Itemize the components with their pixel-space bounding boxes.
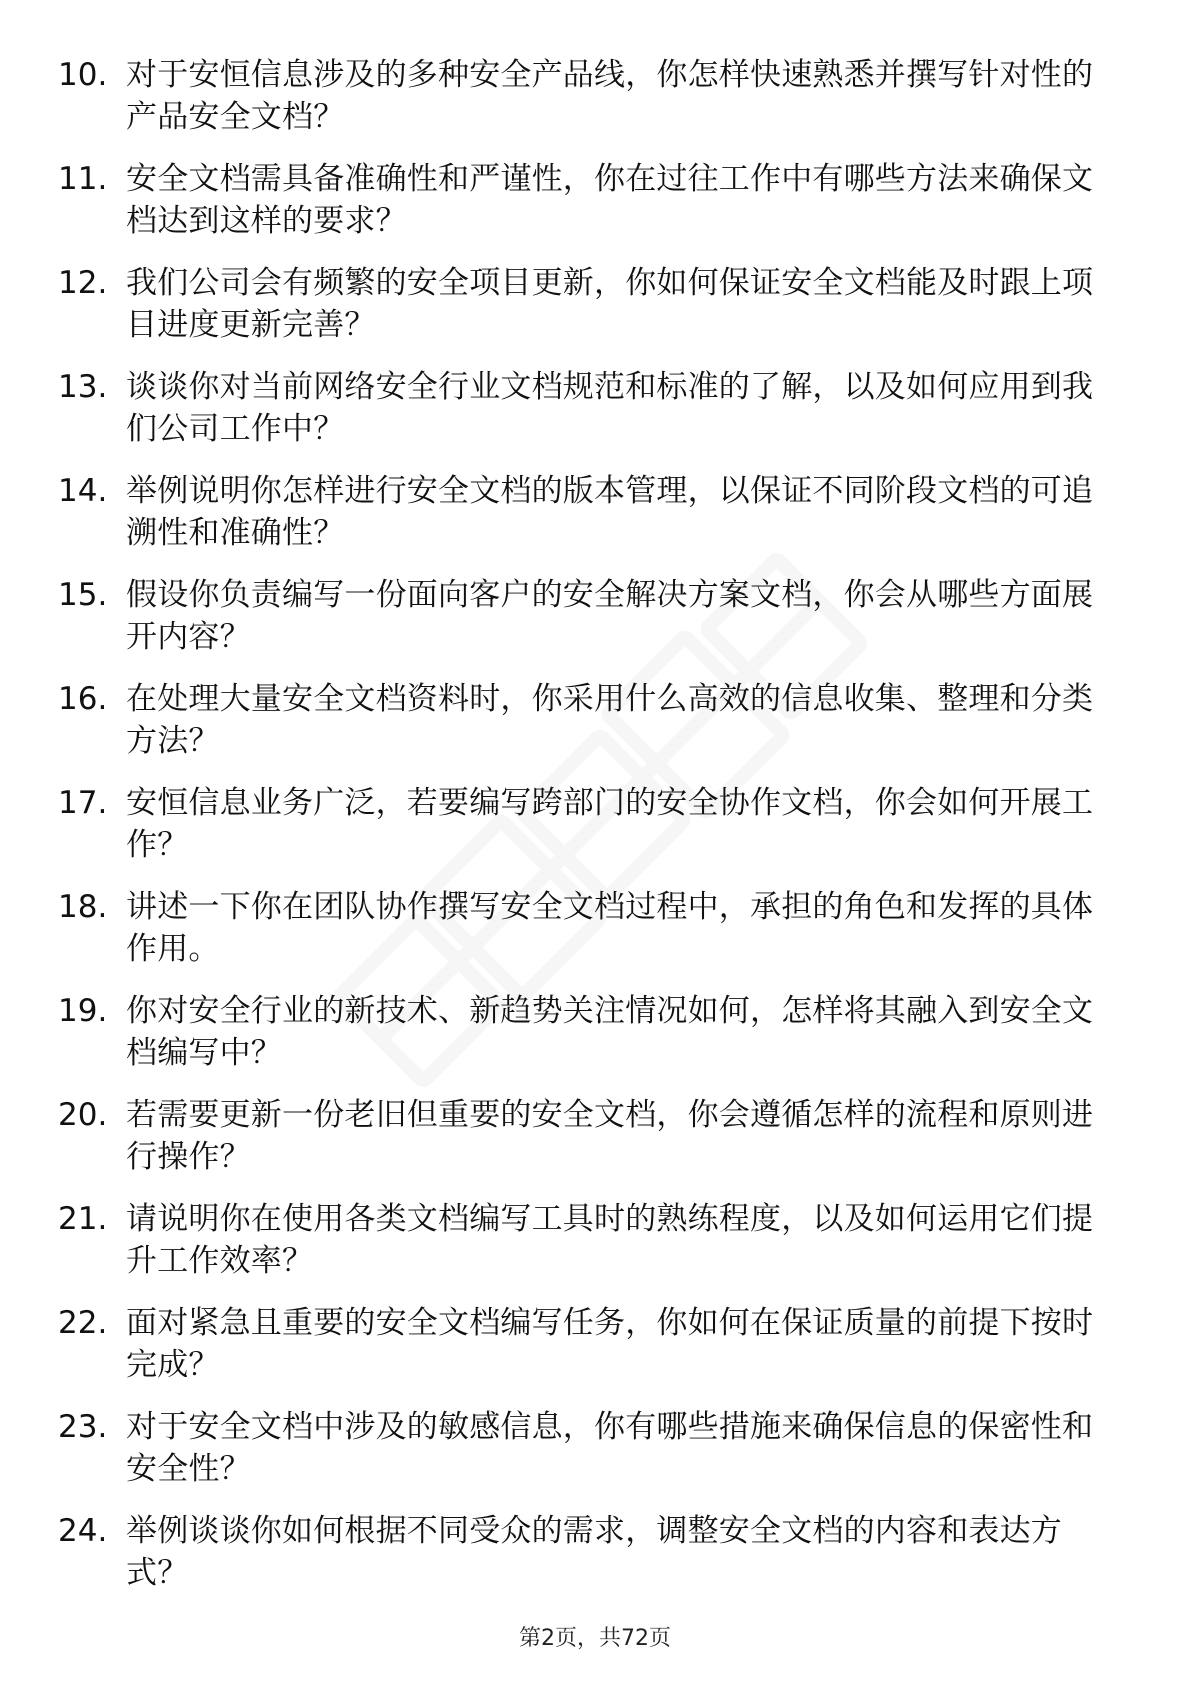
question-text: 面对紧急且重要的安全文档编写任务，你如何在保证质量的前提下按时完成？	[126, 1305, 1094, 1383]
question-text: 在处理大量安全文档资料时，你采用什么高效的信息收集、整理和分类方法？	[126, 681, 1094, 759]
question-item	[58, 366, 1118, 470]
question-item	[58, 1302, 1118, 1406]
page-footer: 第2页，共72页	[519, 1626, 671, 1651]
question-item	[58, 678, 1118, 782]
question-number: 23.	[58, 1409, 108, 1445]
question-item	[58, 574, 1118, 678]
question-text: 若需要更新一份老旧但重要的安全文档，你会遵循怎样的流程和原则进行操作？	[126, 1097, 1094, 1175]
question-item	[58, 990, 1118, 1094]
question-text: 举例说明你怎样进行安全文档的版本管理，以保证不同阶段文档的可追溯性和准确性？	[126, 473, 1094, 551]
question-number: 11.	[58, 161, 108, 197]
question-number: 10.	[58, 57, 108, 93]
question-number: 19.	[58, 993, 108, 1029]
question-text: 请说明你在使用各类文档编写工具时的熟练程度，以及如何运用它们提升工作效率？	[126, 1201, 1094, 1279]
question-item	[58, 1510, 1118, 1614]
question-text: 我们公司会有频繁的安全项目更新，你如何保证安全文档能及时跟上项目进度更新完善？	[126, 265, 1094, 343]
question-item	[58, 470, 1118, 574]
question-number: 22.	[58, 1305, 108, 1341]
question-text: 假设你负责编写一份面向客户的安全解决方案文档，你会从哪些方面展开内容？	[126, 577, 1094, 655]
question-item	[58, 262, 1118, 366]
question-number: 16.	[58, 681, 108, 717]
question-text: 谈谈你对当前网络安全行业文档规范和标准的了解，以及如何应用到我们公司工作中？	[126, 369, 1094, 447]
question-number: 24.	[58, 1513, 108, 1549]
question-number: 14.	[58, 473, 108, 509]
question-text: 举例谈谈你如何根据不同受众的需求，调整安全文档的内容和表达方式？	[126, 1513, 1062, 1591]
question-item	[58, 886, 1118, 990]
question-item	[58, 1198, 1118, 1302]
question-item	[58, 782, 1118, 886]
question-text: 安恒信息业务广泛，若要编写跨部门的安全协作文档，你会如何开展工作？	[126, 785, 1094, 863]
question-list	[58, 54, 1118, 1614]
question-text: 你对安全行业的新技术、新趋势关注情况如何，怎样将其融入到安全文档编写中？	[126, 993, 1094, 1071]
question-number: 15.	[58, 577, 108, 613]
question-item	[58, 158, 1118, 262]
question-number: 12.	[58, 265, 108, 301]
question-text: 安全文档需具备准确性和严谨性，你在过往工作中有哪些方法来确保文档达到这样的要求？	[126, 161, 1094, 239]
question-number: 17.	[58, 785, 108, 821]
question-number: 18.	[58, 889, 108, 925]
question-number: 21.	[58, 1201, 108, 1237]
question-text: 对于安全文档中涉及的敏感信息，你有哪些措施来确保信息的保密性和安全性？	[126, 1409, 1094, 1487]
question-text: 对于安恒信息涉及的多种安全产品线，你怎样快速熟悉并撰写针对性的产品安全文档？	[126, 57, 1094, 135]
question-number: 13.	[58, 369, 108, 405]
question-item	[58, 1406, 1118, 1510]
question-item	[58, 1094, 1118, 1198]
question-item	[58, 54, 1118, 158]
question-number: 20.	[58, 1097, 108, 1133]
question-text: 讲述一下你在团队协作撰写安全文档过程中，承担的角色和发挥的具体作用。	[126, 889, 1094, 967]
